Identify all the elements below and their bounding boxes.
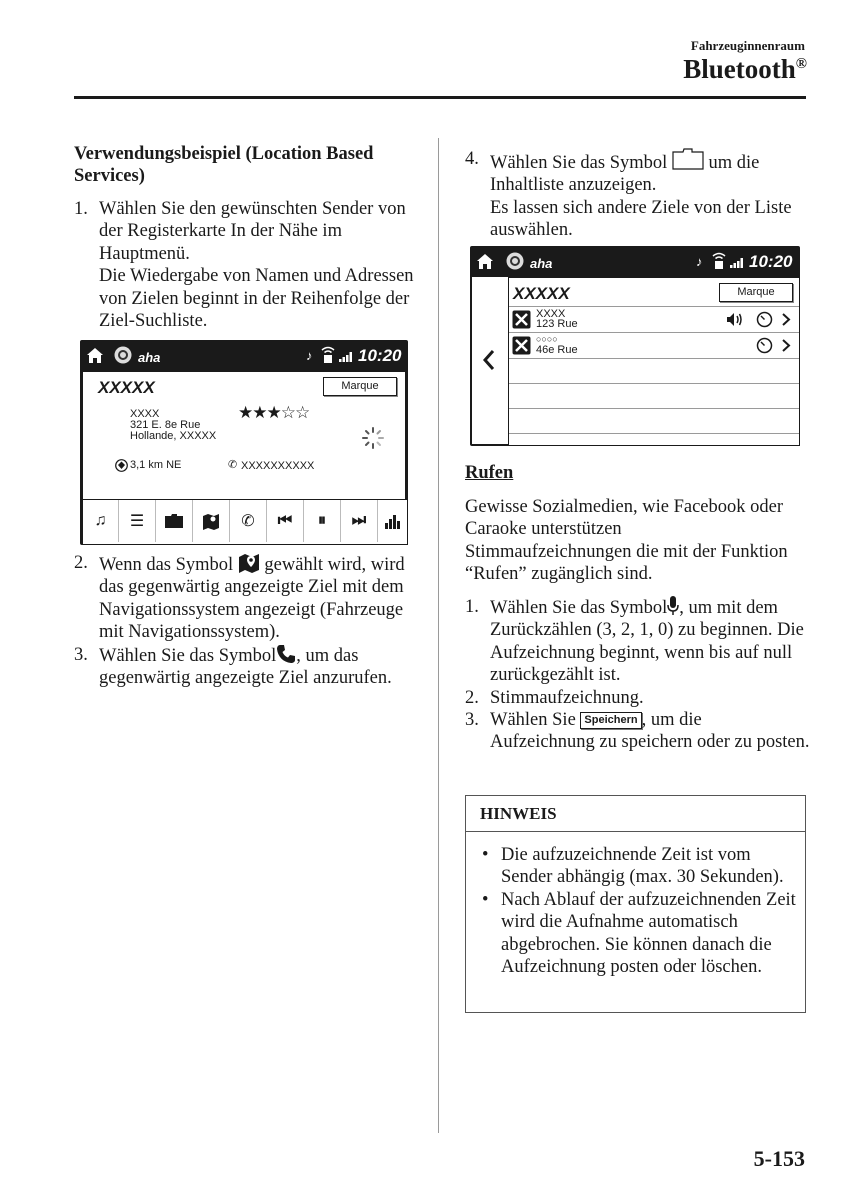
step-text: Wählen Sie den gewünschten Sender von der Registerkarte In der Nähe im Hauptmenü. [99,199,406,264]
step-text-post: gewählt wird, wird das gegenwärtig angezeigte Ziel mit dem Navigationssystem angezeigt (Fahrzeuge mit Navigationssystem). [99,555,405,643]
step-text-2: Es lassen sich andere Ziele von der Liste auswählen. [490,197,792,241]
microphone-icon [667,596,679,616]
star-empty-icon: ☆ [295,403,310,422]
pause-icon[interactable]: ⏸ [304,500,341,542]
phone-number: XXXXXXXXXX [241,460,315,472]
rufen-step-2 [465,687,810,709]
step-text-post: , um die Aufzeichnung zu speichern oder zu posten. [490,710,810,753]
rufen-paragraph: Gewisse Sozialmedien, wie Facebook oder Caraoke unterstützen Stimmaufzeichnungen die mit der Funktion “Rufen” zugänglich sind. [465,497,788,585]
music-note-icon[interactable]: ♫ [83,500,119,542]
step-number: 4. [465,149,479,169]
aha-logo-icon [114,346,132,364]
marque-button[interactable]: Marque [719,283,793,302]
bullet-dot: • [482,845,489,865]
step-text: Stimmaufzeichnung. [490,687,644,708]
station-title: XXXXX [98,378,155,397]
skip-back-icon[interactable]: ⏮ [267,500,304,542]
step-number: 3. [465,710,479,731]
step-text-post: , um das gegenwärtig angezeigte Ziel anzurufen. [99,645,392,689]
step-text-2: Die Wiedergabe von Namen und Adressen von Zielen beginnt in der Reihenfolge der Ziel-Suchliste. [99,266,414,332]
page-title-text: Bluetooth [683,54,796,84]
aha-screen-2 [470,246,800,446]
rating-stars [238,403,309,423]
bluetooth-phone-icon [710,250,728,270]
speichern-button: Speichern [580,712,641,729]
screen-toolbar [82,499,408,545]
screen-status-bar [470,246,800,277]
right-step-4 [465,148,805,242]
row-divider [509,408,799,409]
clock-icon [756,337,773,354]
bluetooth-phone-icon [319,344,337,364]
phone-icon [276,644,296,664]
item-street: 123 Rue [536,318,578,330]
clock: 10:20 [749,252,793,271]
note-bullet-text: Nach Ablauf der aufzuzeichnenden Zeit wird die Aufnahme automatisch abgebrochen. Sie können danach die Aufzeichnung posten oder löschen. [501,889,796,978]
back-panel[interactable] [472,277,508,444]
source-label: aha [138,350,161,365]
aha-screen-1 [80,340,408,545]
folder-icon[interactable] [156,500,193,542]
rufen-step-3 [465,709,810,754]
rufen-steps [465,596,810,754]
skip-forward-icon[interactable]: ⏭ [341,500,378,542]
source-label: aha [530,256,553,271]
home-icon[interactable] [476,253,494,270]
globe-compass-icon [115,459,128,472]
aha-logo-icon [506,252,524,270]
station-info-panel [82,371,406,500]
dismiss-icon[interactable] [512,310,531,329]
screen-status-bar [80,340,408,371]
home-icon[interactable] [86,347,104,364]
step-text-post: , um mit dem Zurückzählen (3, 2, 1, 0) zu beginnen. Die Aufzeichnung beginnt, wenn bis auf null zurückgezählt ist. [490,598,804,686]
page-title [683,54,807,85]
chevron-right-icon[interactable] [781,338,791,353]
item-name: ○○○○ [536,334,558,344]
location-city: Hollande, XXXXX [130,430,217,442]
signal-strength-icon [730,258,746,268]
distance-label: 3,1 km NE [130,459,182,471]
equalizer-icon[interactable] [378,500,407,542]
list-item[interactable] [509,333,799,358]
note-bullet-text: Die aufzuzeichnende Zeit ist vom Sender abhängig (max. 30 Sekunden). [501,845,784,888]
phone-small-icon: ✆ [228,459,238,471]
list-title: XXXXX [513,284,570,303]
note-box [465,795,806,1013]
row-divider [509,383,799,384]
marque-button[interactable]: Marque [323,377,397,396]
clock-icon [756,311,773,328]
item-name: XXXX [536,308,566,320]
left-step-2 [74,552,419,644]
note-header [466,796,805,832]
location-street: 321 E. 8e Rue [130,419,201,431]
section-title: Fahrzeuginnenraum [690,38,805,53]
map-navigation-icon [238,552,260,573]
step-number: 2. [465,687,479,708]
star-filled-icon: ★ [238,403,253,422]
bullet-dot: • [482,889,489,910]
star-empty-icon: ☆ [280,403,295,422]
step-text-pre: Wählen Sie das Symbol [490,153,668,173]
folder-outline-icon [672,148,704,170]
row-divider [509,358,799,359]
loading-spinner-icon [361,426,385,450]
step-text-pre: Wählen Sie [490,710,576,731]
left-step-3 [74,644,419,690]
step-number: 2. [74,553,88,573]
note-title: HINWEIS [480,804,557,823]
step-text-pre: Wählen Sie das Symbol [490,598,668,618]
star-filled-icon: ★ [266,403,281,422]
clock: 10:20 [358,346,402,365]
signal-strength-icon [339,352,355,362]
speaker-icon [726,312,744,327]
phone-icon[interactable]: ✆ [230,500,267,542]
section-heading: Verwendungsbeispiel (Location Based Services) [74,144,374,187]
item-street: 46e Rue [536,344,578,356]
music-note-icon: ♪ [696,254,703,269]
registered-mark: ® [795,56,807,72]
right-step-4-list [465,148,805,242]
list-item[interactable] [509,307,799,332]
step-text-pre: Wenn das Symbol [99,555,234,575]
step-number: 1. [74,199,88,219]
results-list [508,277,800,446]
left-step-1 [74,198,419,332]
step-text-pre: Wählen Sie das Symbol [99,645,277,666]
music-note-icon: ♪ [306,348,313,363]
left-steps-a [74,198,419,332]
step-number: 1. [465,597,479,617]
map-pin-icon[interactable] [193,500,230,542]
page-number: 5-153 [753,1146,805,1171]
note-bullets [466,844,796,978]
rufen-heading: Rufen [465,463,514,483]
list-icon[interactable]: ☰ [119,500,156,542]
rufen-step-1 [465,596,810,687]
row-divider [509,433,799,434]
chevron-right-icon[interactable] [781,312,791,327]
note-bullet [466,844,796,889]
header-rule [74,96,806,99]
step-number: 3. [74,644,88,665]
column-divider [438,138,439,1133]
location-name: XXXX [130,408,160,420]
note-bullet [466,889,796,979]
left-steps-b [74,552,419,689]
chevron-left-icon[interactable] [482,349,496,371]
star-filled-icon: ★ [252,403,267,422]
step-text-post: um die Inhaltliste anzuzeigen. [490,153,760,196]
dismiss-icon[interactable] [512,336,531,355]
